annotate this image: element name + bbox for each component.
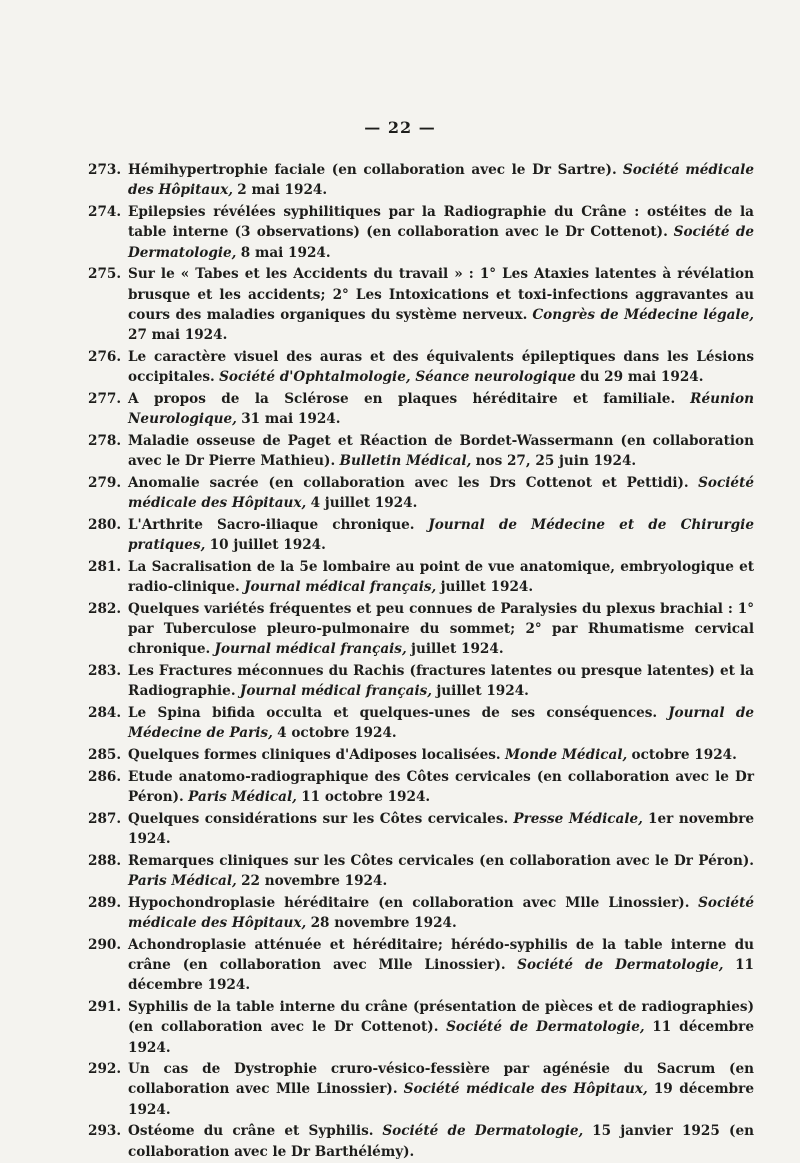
entry-date: 11 décembre 1924. xyxy=(128,1019,754,1056)
entry-title: Le Spina bifida occulta et quelques-unes de ses conséquences. xyxy=(128,705,658,722)
entry-title: Les Fractures méconnues du Rachis (fractures latentes ou presque latentes) et la Radiographie. xyxy=(128,663,754,700)
entry-date: 11 octobre 1924. xyxy=(301,788,431,805)
entry-number: 287. xyxy=(88,810,122,827)
entry-date: juillet 1924. xyxy=(436,683,529,700)
entry-source: Journal de Médecine et de Chirurgie pratiques, xyxy=(128,516,754,554)
entry-title: Ostéome du crâne et Syphilis. xyxy=(128,1123,374,1140)
entry-title: Remarques cliniques sur les Côtes cervicales (en collaboration avec le Dr Péron). xyxy=(128,852,754,869)
page-number: — 22 — xyxy=(364,118,436,137)
entry-title: Un cas de Dystrophie cruro-vésico-fessière par agénésie du Sacrum (en collaboration avec Mlle Linossier). xyxy=(128,1061,754,1098)
entry-source: Société médicale des Hôpitaux, xyxy=(128,474,754,512)
entry-source: Journal de Médecine de Paris, xyxy=(128,705,754,742)
entry-date: 19 décembre 1924. xyxy=(128,1081,754,1118)
entry-source: Journal médical français, xyxy=(239,683,433,700)
entry-date: 10 juillet 1924. xyxy=(209,537,326,554)
bibliography-entry xyxy=(88,935,754,996)
bibliography-entry xyxy=(88,767,754,808)
entry-title: A propos de la Sclérose en plaques héréditaire et familiale. xyxy=(128,390,676,407)
entry-date: 2 mai 1924. xyxy=(237,182,328,199)
entry-date: 27 mai 1924. xyxy=(128,327,228,344)
entry-source: Journal médical français, xyxy=(214,641,407,658)
bibliography-entry xyxy=(88,1121,754,1162)
entry-number: 286. xyxy=(88,768,122,785)
bibliography-entry xyxy=(88,893,754,934)
entry-title: Quelques variétés fréquentes et peu connues de Paralysies du plexus brachial : 1° par Tuberculose pleuro-pulmonaire du sommet; 2° par Rhumatisme cervical chronique. xyxy=(128,600,754,658)
bibliography-entry xyxy=(88,599,754,660)
entry-number: 275. xyxy=(88,266,122,283)
entry-date: 4 octobre 1924. xyxy=(277,725,397,742)
entry-date: 11 décembre 1924. xyxy=(128,956,754,994)
entry-source: Bulletin Médical, xyxy=(339,453,472,470)
entry-source: Société médicale des Hôpitaux, xyxy=(128,162,754,199)
entry-title: Le caractère visuel des auras et des équivalents épileptiques dans les Lésions occipitales. xyxy=(128,348,754,386)
entry-source: Presse Médicale, xyxy=(513,810,643,827)
bibliography-list xyxy=(88,160,754,1163)
entry-number: 293. xyxy=(88,1123,122,1140)
entry-number: 278. xyxy=(88,432,122,449)
entry-source: Monde Médical, xyxy=(504,747,628,763)
entry-number: 290. xyxy=(88,936,122,953)
bibliography-entry xyxy=(88,264,754,345)
entry-source: Paris Médical, xyxy=(128,872,237,889)
entry-source: Réunion Neurologique, xyxy=(128,390,754,428)
entry-number: 279. xyxy=(88,474,122,491)
bibliography-entry xyxy=(88,160,754,201)
bibliography-entry xyxy=(88,809,754,850)
entry-title: Sur le « Tabes et les Accidents du travail » : 1° Les Ataxies latentes à révélation brusque et les accidents; 2° Les Intoxications et toxi-infections aggravantes au cours des maladies organiques du système nerveux. xyxy=(128,266,754,323)
entry-date: 28 novembre 1924. xyxy=(310,914,457,931)
entry-source: Société de Dermatologie, xyxy=(382,1123,584,1140)
entry-number: 282. xyxy=(88,600,122,617)
entry-number: 291. xyxy=(88,998,122,1015)
bibliography-entry xyxy=(88,431,754,472)
entry-date: juillet 1924. xyxy=(440,579,534,596)
entry-title: Hémihypertrophie faciale (en collaboration avec le Dr Sartre). xyxy=(128,162,617,178)
entry-number: 280. xyxy=(88,516,122,533)
entry-title: Maladie osseuse de Paget et Réaction de Bordet-Wassermann (en collaboration avec le Dr Pierre Mathieu). xyxy=(128,432,754,470)
entry-source: Paris Médical, xyxy=(188,788,297,805)
entry-date: 15 janvier 1925 (en collaboration avec le Dr Barthélémy). xyxy=(128,1123,754,1160)
entry-title: La Sacralisation de la 5e lombaire au point de vue anatomique, embryologique et radio-clinique. xyxy=(128,558,754,596)
entry-date: du 29 mai 1924. xyxy=(580,369,704,386)
entry-date: 4 juillet 1924. xyxy=(310,495,418,512)
bibliography-entry xyxy=(88,515,754,556)
bibliography-entry xyxy=(88,473,754,514)
bibliography-entry xyxy=(88,745,754,765)
bibliography-entry xyxy=(88,661,754,702)
entry-number: 292. xyxy=(88,1061,122,1078)
entry-source: Société médicale des Hôpitaux, xyxy=(403,1081,648,1098)
entry-source: Société de Dermatologie, xyxy=(517,956,724,973)
bibliography-entry xyxy=(88,389,754,430)
entry-number: 276. xyxy=(88,348,122,365)
entry-source: Société de Dermatologie, xyxy=(128,224,754,261)
entry-number: 289. xyxy=(88,894,122,911)
entry-title: Anomalie sacrée (en collaboration avec les Drs Cottenot et Pettidi). xyxy=(128,474,689,491)
entry-number: 283. xyxy=(88,663,122,680)
bibliography-entry xyxy=(88,851,754,892)
entry-source: Société d'Ophtalmologie, Séance neurologique xyxy=(219,369,576,386)
entry-title: Syphilis de la table interne du crâne (présentation de pièces et de radiographies) (en collaboration avec le Dr Cottenot). xyxy=(128,998,754,1036)
entry-source: Société de Dermatologie, xyxy=(446,1019,645,1036)
entry-source: Société médicale des Hôpitaux, xyxy=(128,894,754,931)
entry-number: 285. xyxy=(88,747,122,763)
entry-number: 277. xyxy=(88,390,122,407)
entry-number: 288. xyxy=(88,852,122,869)
entry-date: juillet 1924. xyxy=(411,641,504,658)
bibliography-entry xyxy=(88,703,754,744)
entry-date: 8 mai 1924. xyxy=(240,244,331,261)
entry-date: 22 novembre 1924. xyxy=(241,872,388,889)
entry-source: Journal médical français, xyxy=(244,579,437,596)
entry-source: Congrès de Médecine légale, xyxy=(532,306,754,323)
entry-title: Achondroplasie atténuée et héréditaire; hérédo-syphilis de la table interne du crâne (en collaboration avec Mlle Linossier). xyxy=(128,936,754,973)
bibliography-entry xyxy=(88,997,754,1058)
entry-date: octobre 1924. xyxy=(631,747,737,763)
entry-title: Hypochondroplasie héréditaire (en collaboration avec Mlle Linossier). xyxy=(128,894,690,911)
entry-title: Quelques formes cliniques d'Adiposes localisées. xyxy=(128,747,501,763)
entry-title: Quelques considérations sur les Côtes cervicales. xyxy=(128,810,509,827)
entry-date: nos 27, 25 juin 1924. xyxy=(475,453,637,470)
entry-date: 31 mai 1924. xyxy=(241,411,341,428)
bibliography-entry xyxy=(88,347,754,388)
entry-title: Epilepsies révélées syphilitiques par la Radiographie du Crâne : ostéites de la table interne (3 observations) (en collaboration avec le Dr Cottenot). xyxy=(128,203,754,241)
entry-number: 281. xyxy=(88,558,122,575)
entry-number: 284. xyxy=(88,705,122,722)
entry-number: 273. xyxy=(88,162,122,178)
entry-number: 274. xyxy=(88,203,122,220)
bibliography-entry xyxy=(88,1059,754,1120)
bibliography-entry xyxy=(88,202,754,263)
entry-title: Etude anatomo-radiographique des Côtes cervicales (en collaboration avec le Dr Péron). xyxy=(128,768,754,805)
entry-title: L'Arthrite Sacro-iliaque chronique. xyxy=(128,516,415,533)
entry-date: 1er novembre 1924. xyxy=(128,810,755,847)
bibliography-entry xyxy=(88,557,754,598)
